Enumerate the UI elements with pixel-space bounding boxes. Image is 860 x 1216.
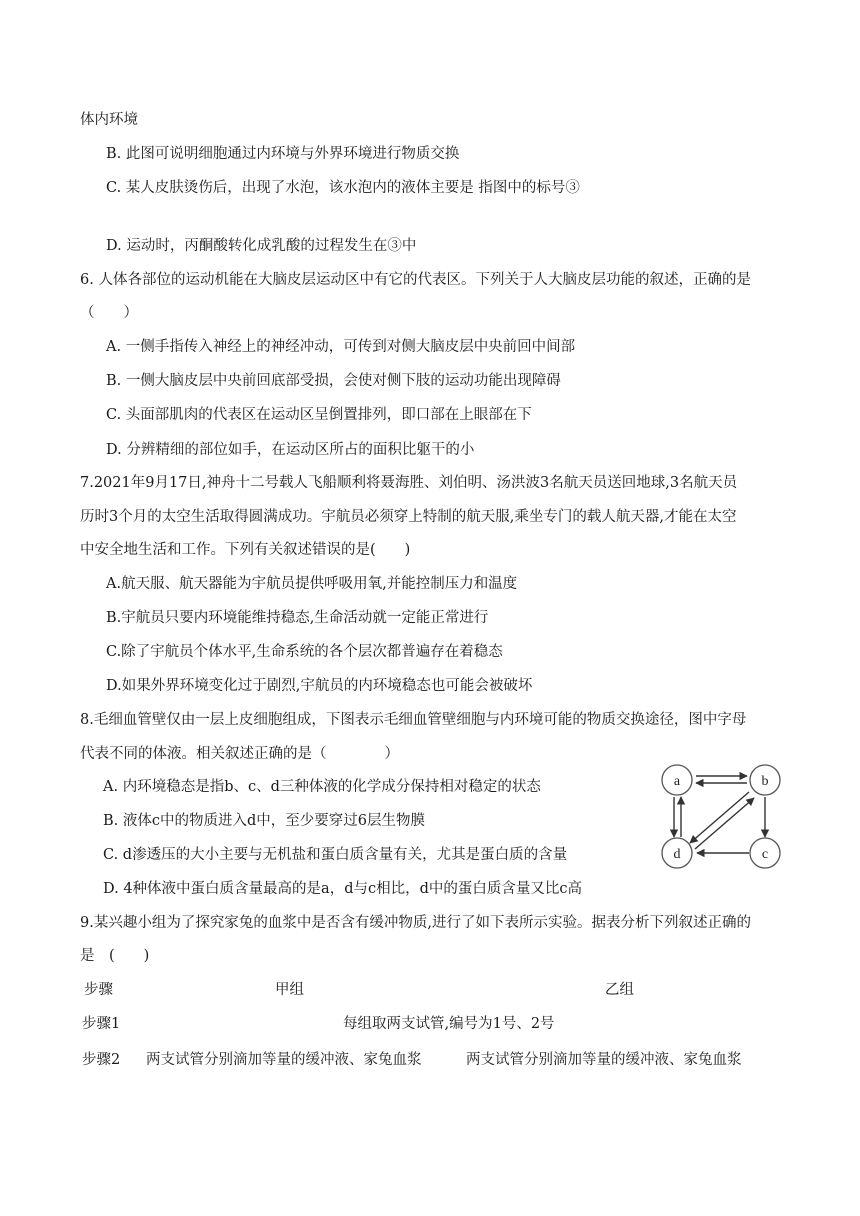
q9-stem-line2: 是 ( ) bbox=[80, 948, 150, 964]
node-d bbox=[662, 838, 692, 868]
node-b bbox=[750, 765, 780, 795]
table-row1-content: 每组取两支试管,编号为1号、2号 bbox=[343, 1016, 555, 1032]
q5-continuation: 体内环境 bbox=[80, 112, 138, 128]
q6-option-a: A. 一侧手指传入神经上的神经冲动，可传到对侧大脑皮层中央前回中间部 bbox=[106, 339, 576, 355]
q8-option-b: B. 液体c中的物质进入d中，至少要穿过6层生物膜 bbox=[103, 813, 426, 829]
q7-stem-line3: 中安全地生活和工作。下列有关叙述错误的是( ) bbox=[80, 542, 411, 558]
table-row2-jia: 两支试管分别滴加等量的缓冲液、家兔血浆 bbox=[146, 1052, 422, 1068]
table-header-group-jia: 甲组 bbox=[275, 982, 304, 998]
q7-stem-line2: 历时3个月的太空生活取得圆满成功。宇航员必须穿上特制的航天服,乘坐专门的载人航天器,才能在太空 bbox=[80, 509, 737, 525]
q5-option-c: C. 某人皮肤烫伤后，出现了水泡，该水泡内的液体主要是 指图中的标号③ bbox=[106, 180, 580, 196]
q7-option-d: D.如果外界环境变化过于剧烈,宇航员的内环境稳态也可能会被破坏 bbox=[106, 678, 533, 694]
q7-stem-line1: 7.2021年9月17日,神舟十二号载人飞船顺利将聂海胜、刘伯明、汤洪波3名航天员送回地球,3名航天员 bbox=[80, 475, 738, 491]
q7-option-b: B.宇航员只要内环境能维持稳态,生命活动就一定能正常进行 bbox=[106, 610, 489, 626]
q8-option-a: A. 内环境稳态是指b、c、d三种体液的化学成分保持相对稳定的状态 bbox=[103, 779, 541, 795]
arrow-b-to-d bbox=[690, 792, 749, 843]
q9-stem-line1: 9.某兴趣小组为了探究家兔的血浆中是否含有缓冲物质,进行了如下表所示实验。据表分析下列叙述正确的 bbox=[80, 915, 751, 931]
arrow-d-to-b bbox=[695, 798, 754, 849]
q5-option-b: B. 此图可说明细胞通过内环境与外界环境进行物质交换 bbox=[106, 146, 460, 162]
q8-stem-line2: 代表不同的体液。相关叙述正确的是（ ） bbox=[80, 746, 399, 762]
q6-option-b: B. 一侧大脑皮层中央前回底部受损，会使对侧下肢的运动功能出现障碍 bbox=[106, 373, 561, 389]
node-c bbox=[750, 838, 780, 868]
q6-stem-line2: （ ） bbox=[80, 305, 138, 321]
q8-option-c: C. d渗透压的大小主要与无机盐和蛋白质含量有关，尤其是蛋白质的含量 bbox=[103, 847, 568, 863]
q8-option-d: D. 4种体液中蛋白质含量最高的是a，d与c相比，d中的蛋白质含量又比c高 bbox=[103, 881, 583, 897]
table-row2-yi: 两支试管分别滴加等量的缓冲液、家兔血浆 bbox=[466, 1052, 742, 1068]
node-a bbox=[662, 765, 692, 795]
svg-text:a: a bbox=[673, 774, 681, 789]
table-header-step: 步骤 bbox=[84, 982, 113, 998]
q6-option-c: C. 头面部肌肉的代表区在运动区呈倒置排列，即口部在上眼部在下 bbox=[106, 407, 532, 423]
table-header-group-yi: 乙组 bbox=[605, 982, 634, 998]
body-fluid-exchange-diagram bbox=[658, 763, 786, 873]
table-row1-step: 步骤1 bbox=[82, 1016, 121, 1032]
svg-text:c: c bbox=[761, 847, 769, 862]
q7-option-c: C.除了宇航员个体水平,生命系统的各个层次都普遍存在着稳态 bbox=[106, 644, 503, 660]
q5-option-d: D. 运动时，丙酮酸转化成乳酸的过程发生在③中 bbox=[106, 238, 417, 254]
q6-option-d: D. 分辨精细的部位如手，在运动区所占的面积比躯干的小 bbox=[106, 442, 475, 458]
q6-stem-line1: 6. 人体各部位的运动机能在大脑皮层运动区中有它的代表区。下列关于人大脑皮层功能的叙述，正确的是 bbox=[80, 272, 751, 288]
svg-text:b: b bbox=[761, 774, 769, 789]
q7-option-a: A.航天服、航天器能为宇航员提供呼吸用氧,并能控制压力和温度 bbox=[106, 576, 518, 592]
q8-stem-line1: 8.毛细血管壁仅由一层上皮细胞组成，下图表示毛细血管壁细胞与内环境可能的物质交换途径，图中字母 bbox=[80, 712, 747, 728]
table-row2-step: 步骤2 bbox=[82, 1052, 121, 1068]
svg-text:d: d bbox=[673, 847, 681, 862]
